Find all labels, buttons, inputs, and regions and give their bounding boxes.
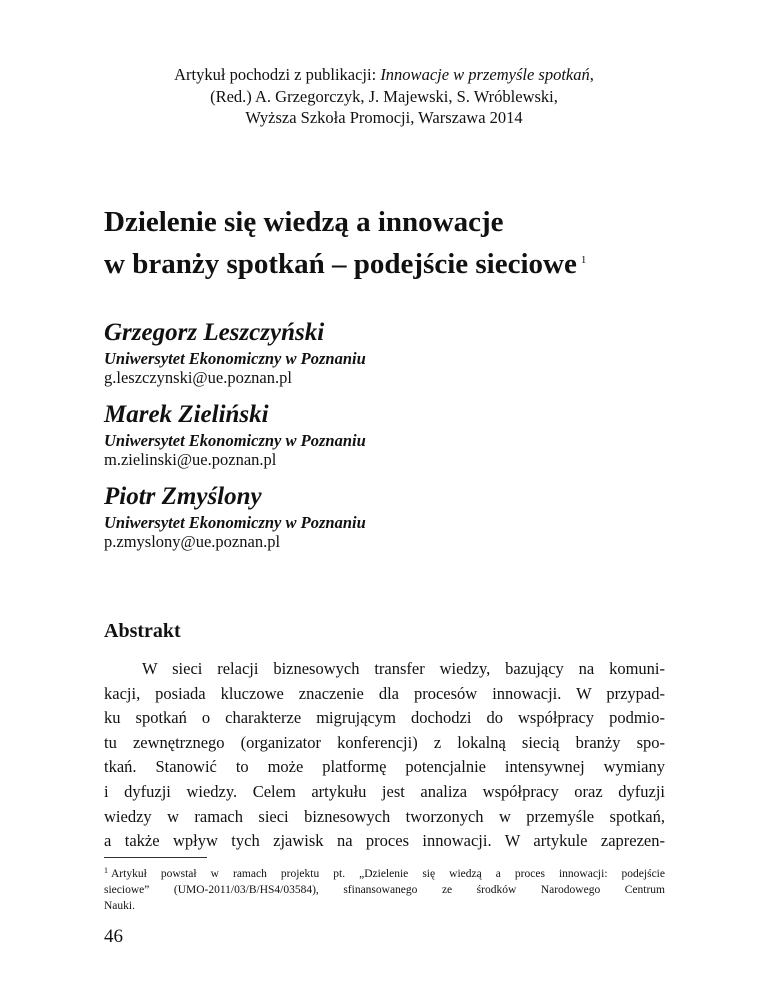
author-email: p.zmyslony@ue.poznan.pl — [104, 532, 281, 551]
author-name: Piotr Zmyślony — [104, 483, 262, 510]
title-footnote-ref: 1 — [580, 254, 587, 266]
publication-source-note — [100, 64, 668, 129]
author-block — [104, 400, 684, 470]
abstract-body — [104, 657, 665, 854]
footnote-marker: 1 — [104, 866, 108, 875]
footnote-line — [104, 863, 665, 882]
abstract-line: wiedzy w ramach sieci biznesowych tworzonych w przemyśle spotkań, — [104, 806, 665, 826]
source-prefix: Artykuł pochodzi z publikacji: — [174, 65, 381, 84]
author-block — [104, 318, 684, 388]
source-editors: (Red.) A. Grzegorczyk, J. Majewski, S. Wróblewski, — [210, 86, 558, 106]
author-email: m.zielinski@ue.poznan.pl — [104, 450, 277, 469]
footnote-line-text: Artykuł powstał w ramach projektu pt. „Dzielenie się wiedzą a proces innowacji: podejście — [111, 868, 665, 880]
abstract-heading: Abstrakt — [104, 620, 181, 642]
footnote — [104, 863, 665, 914]
abstract-line: i dyfuzji wiedzy. Celem artykułu jest analiza współpracy oraz dyfuzji — [104, 781, 665, 801]
abstract-line: tu zewnętrznego (organizator konferencji) z lokalną siecią branży spo- — [104, 732, 665, 752]
abstract-line: W sieci relacji biznesowych transfer wiedzy, bazujący na komuni- — [142, 659, 665, 678]
source-suffix: , — [589, 65, 594, 84]
author-email: g.leszczynski@ue.poznan.pl — [104, 368, 292, 387]
abstract-line: ku spotkań o charakterze migrującym dochodzi do współpracy podmio- — [104, 708, 665, 728]
source-publisher: Wyższa Szkoła Promocji, Warszawa 2014 — [245, 108, 523, 127]
page-number: 46 — [104, 926, 123, 947]
title-line-2-text: w branży spotkań – podejście sieciowe — [104, 248, 577, 280]
author-block — [104, 482, 684, 552]
abstract-line: a także wpływ tych zjawisk na proces innowacji. W artykule zaprezen- — [104, 831, 665, 851]
author-name: Grzegorz Leszczyński — [104, 319, 325, 346]
article-title — [104, 203, 704, 283]
author-affiliation: Uniwersytet Ekonomiczny w Poznaniu — [104, 431, 366, 450]
author-affiliation: Uniwersytet Ekonomiczny w Poznaniu — [104, 513, 366, 532]
author-name: Marek Zieliński — [104, 401, 269, 428]
title-line-2 — [104, 241, 704, 283]
author-list — [104, 318, 684, 564]
footnote-line: sieciowe” (UMO-2011/03/B/HS4/03584), sfinansowanego ze środków Narodowego Centrum — [104, 884, 665, 896]
publication-title: Innowacje w przemyśle spotkań — [380, 65, 590, 84]
source-line-1 — [100, 64, 668, 86]
footnote-separator — [104, 857, 207, 858]
abstract-line: kacji, posiada kluczowe znaczenie dla procesów innowacji. W przypad- — [104, 683, 665, 703]
footnote-line: Nauki. — [104, 900, 135, 912]
abstract-line: tkań. Stanowić to może platformę potencjalnie intensywnej wymiany — [104, 757, 665, 777]
author-affiliation: Uniwersytet Ekonomiczny w Poznaniu — [104, 349, 366, 368]
title-line-1: Dzielenie się wiedzą a innowacje — [104, 206, 504, 238]
